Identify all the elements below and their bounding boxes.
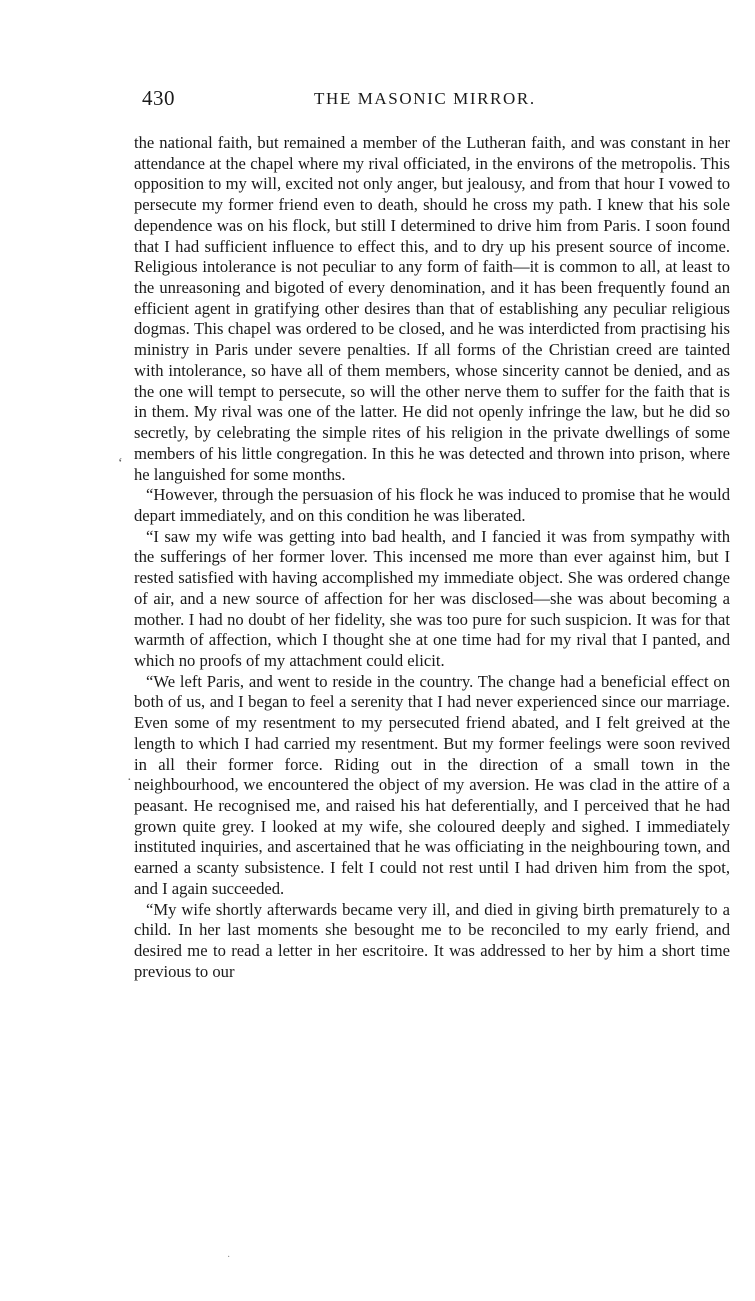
margin-speck: · [227, 1252, 231, 1263]
body-text [134, 133, 730, 982]
page-number: 430 [142, 86, 175, 110]
paragraph: “We left Paris, and went to reside in the country. The change had a beneficial effect on both of us, and I began to feel a serenity that I had never experienced since our marriage. Even some of my resentment to my persecuted friend abated, and I felt greived at the length to which I had carried my resentment. But my former feelings were soon revived in all their former force. Riding out in the direction of a small town in the neighbourhood, we encountered the object of my aversion. He was clad in the attire of a peasant. He recognised me, and raised his hat deferentially, and I perceived that he had grown quite grey. I looked at my wife, she coloured deeply and sighed. I immediately instituted inquiries, and ascertained that he was officiating in the neighbouring town, and earned a scanty subsistence. I felt I could not rest until I had driven him from the spot, and I again succeeded. [134, 671, 730, 898]
margin-speck: · [127, 773, 132, 788]
running-title: THE MASONIC MIRROR. [314, 89, 536, 108]
paragraph: the national faith, but remained a member of the Lutheran faith, and was constant in her attendance at the chapel where my rival officiated, in the environs of the metropolis. This opposition to my will, excited not only anger, but jealousy, and from that hour I vowed to persecute my former friend even to death, should he cross my path. I knew that his sole dependence was on his flock, but still I determined to drive him from Paris. I soon found that I had sufficient influence to effect this, and to dry up his present source of income. Religious intolerance is not peculiar to any form of faith—it is common to all, at least to the unreasoning and bigoted of every denomination, and it has been frequently found an efficient agent in gratifying other desires than that of establishing any peculiar religious dogmas. This chapel was ordered to be closed, and he was interdicted from practising his ministry in Paris under severe penalties. If all forms of the Christian creed are tainted with intolerance, so have all of them members, whose sincerity cannot be denied, and as the one will tempt to persecute, so will the other nerve them to suffer for the faith that is in them. My rival was one of the latter. He did not openly infringe the law, but he did so secretly, by celebrating the simple rites of his religion in the private dwellings of some members of his little congregation. In this he was detected and thrown into prison, where he languished for some months. [134, 133, 730, 484]
paragraph: “My wife shortly afterwards became very ill, and died in giving birth prematurely to a child. In her last moments she besought me to be reconciled to my early friend, and desired me to read a letter in her escritoire. It was addressed to her by him a short time previous to our [134, 899, 730, 981]
paragraph: “However, through the persuasion of his flock he was induced to promise that he would depart immediately, and on this condition he was liberated. [134, 485, 730, 525]
paragraph: “I saw my wife was getting into bad health, and I fancied it was from sympathy with the sufferings of her former lover. This incensed me more than ever against him, but I rested satisfied with having accomplished my immediate object. She was ordered change of air, and a new source of affection for her was disclosed—she was about becoming a mother. I had no doubt of her fidelity, she was too pure for such suspicion. It was for that warmth of affection, which I thought she at one time had for my rival that I panted, and which no proofs of my attachment could elicit. [134, 526, 730, 670]
margin-speck: ʻ [118, 456, 123, 471]
page-header [142, 86, 727, 116]
